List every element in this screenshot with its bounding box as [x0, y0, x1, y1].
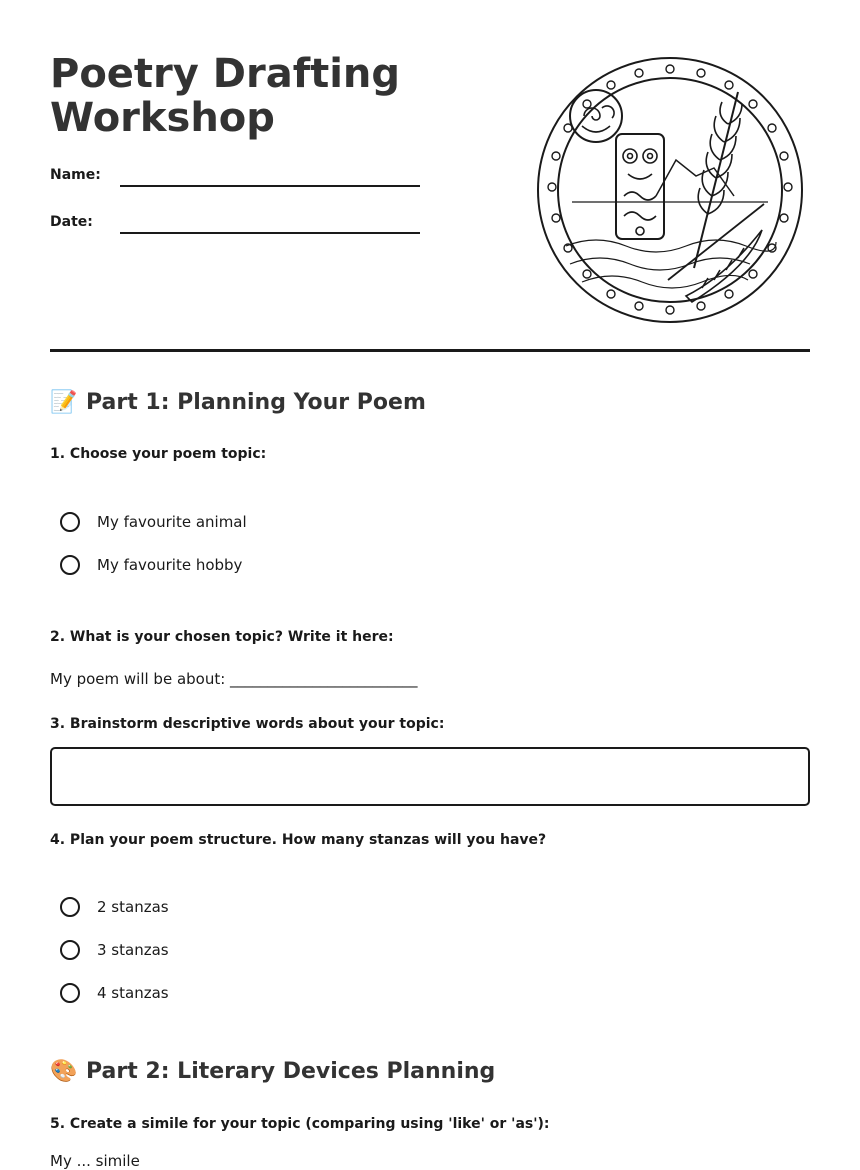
part2-title — [50, 1059, 495, 1084]
date-label: Date: — [50, 214, 93, 230]
stanza-option-2[interactable] — [60, 894, 169, 920]
topic-option-hobby[interactable] — [60, 552, 242, 578]
worksheet — [50, 0, 810, 1170]
topic-fill-in[interactable]: My poem will be about: _________________________ — [50, 670, 418, 688]
name-line[interactable] — [120, 185, 420, 187]
date-field[interactable] — [50, 214, 420, 238]
memo-icon: 📝 — [50, 390, 78, 415]
maori-emblem-illustration — [536, 56, 804, 324]
worksheet-title — [50, 52, 400, 140]
header-divider — [50, 349, 810, 352]
question-4: 4. Plan your poem structure. How many stanzas will you have? — [50, 832, 547, 848]
radio-circle[interactable] — [60, 512, 80, 532]
palette-icon: 🎨 — [50, 1059, 78, 1084]
brainstorm-textbox[interactable] — [50, 747, 810, 806]
part2-title-text: Part 2: Literary Devices Planning — [86, 1059, 496, 1084]
question-3: 3. Brainstorm descriptive words about your topic: — [50, 716, 445, 732]
radio-circle[interactable] — [60, 555, 80, 575]
title-line-1: Poetry Drafting — [50, 51, 401, 97]
radio-circle[interactable] — [60, 897, 80, 917]
option-label: 3 stanzas — [97, 941, 169, 959]
name-field[interactable] — [50, 167, 420, 191]
option-label: My favourite hobby — [97, 556, 243, 574]
part1-title — [50, 390, 426, 415]
option-label: 2 stanzas — [97, 898, 169, 916]
question-5: 5. Create a simile for your topic (comparing using 'like' or 'as'): — [50, 1116, 550, 1132]
name-label: Name: — [50, 167, 101, 183]
simile-fill-in[interactable]: My ... simile — [50, 1152, 140, 1170]
worksheet-header — [50, 0, 810, 350]
option-label: My favourite animal — [97, 513, 247, 531]
question-2: 2. What is your chosen topic? Write it here: — [50, 629, 394, 645]
topic-option-animal[interactable] — [60, 509, 247, 535]
radio-circle[interactable] — [60, 983, 80, 1003]
radio-circle[interactable] — [60, 940, 80, 960]
date-line[interactable] — [120, 232, 420, 234]
part1-title-text: Part 1: Planning Your Poem — [86, 390, 426, 415]
question-1: 1. Choose your poem topic: — [50, 446, 267, 462]
stanza-option-3[interactable] — [60, 937, 169, 963]
stanza-option-4[interactable] — [60, 980, 169, 1006]
title-line-2: Workshop — [50, 95, 275, 141]
option-label: 4 stanzas — [97, 984, 169, 1002]
